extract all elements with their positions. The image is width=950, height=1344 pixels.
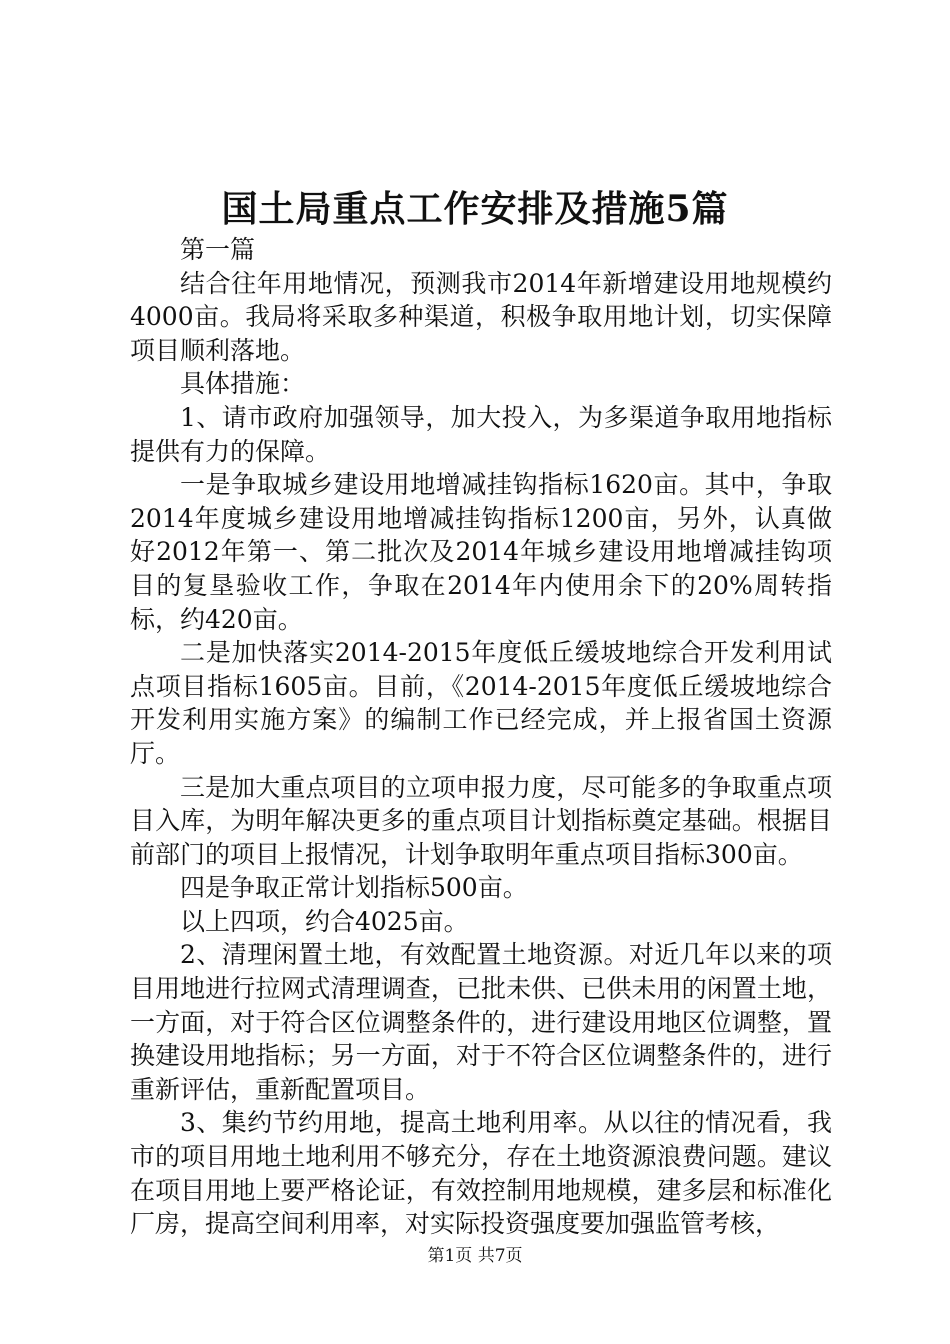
page-footer: 第1页 共7页 <box>427 1246 523 1266</box>
paragraph-section-heading: 第一篇 <box>180 235 256 264</box>
paragraph: 结合往年用地情况，预测我市2014年新增建设用地规模约4000亩。我局将采取多种渠道，积极争取用地计划，切实保障项目顺利落地。 <box>130 268 832 365</box>
paragraph: 二是加快落实2014-2015年度低丘缓坡地综合开发利用试点项目指标1605亩。目前，《2014-2015年度低丘缓坡地综合开发利用实施方案》的编制工作已经完成，并上报省国土资源厅。 <box>130 638 832 768</box>
paragraph-measures-heading: 具体措施： <box>180 369 306 399</box>
paragraph: 一是争取城乡建设用地增减挂钩指标1620亩。其中，争取2014年度城乡建设用地增减挂钩指标1200亩，另外，认真做好2012年第一、第二批次及2014年城乡建设用地增减挂钩项目的复垦验收工作，争取在2014年内使用余下的20%周转指标，约420亩。 <box>130 470 832 634</box>
paragraph: 1、请市政府加强领导，加大投入，为多渠道争取用地指标提供有力的保障。 <box>130 402 832 466</box>
paragraph: 以上四项，约合4025亩。 <box>180 906 469 936</box>
document-body <box>130 233 832 1241</box>
document-title: 国土局重点工作安排及措施5篇 <box>221 188 729 230</box>
paragraph: 2、清理闲置土地，有效配置土地资源。对近几年以来的项目用地进行拉网式清理调查，已批未供、已供未用的闲置土地，一方面，对于符合区位调整条件的，进行建设用地区位调整，置换建设用地指标；另一方面，对于不符合区位调整条件的，进行重新评估，重新配置项目。 <box>130 940 832 1104</box>
paragraph: 四是争取正常计划指标500亩。 <box>180 873 528 903</box>
paragraph: 3、集约节约用地，提高土地利用率。从以往的情况看，我市的项目用地土地利用不够充分，存在土地资源浪费问题。建议在项目用地上要严格论证，有效控制用地规模，建多层和标准化厂房，提高空间利用率，对实际投资强度要加强监管考核， <box>130 1108 832 1239</box>
paragraph: 三是加大重点项目的立项申报力度，尽可能多的争取重点项目入库，为明年解决更多的重点项目计划指标奠定基础。根据目前部门的项目上报情况，计划争取明年重点项目指标300亩。 <box>130 772 832 869</box>
